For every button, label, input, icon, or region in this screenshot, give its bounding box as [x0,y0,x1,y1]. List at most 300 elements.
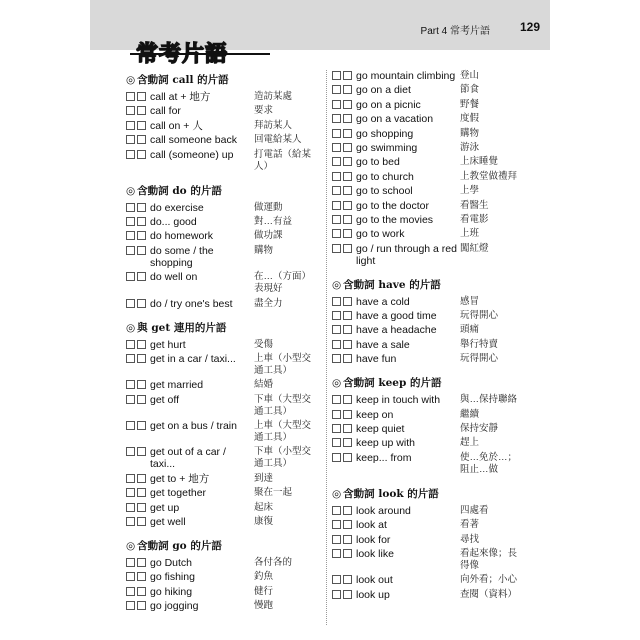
phrase-row [126,420,318,444]
checkbox[interactable] [343,215,352,224]
checkbox[interactable] [343,186,352,195]
checkbox[interactable] [137,246,146,255]
checkbox[interactable] [137,558,146,567]
checkbox-group [332,409,356,419]
phrase-chinese: 做功課 [254,230,283,242]
phrase-chinese: 要求 [254,105,274,117]
phrase-chinese: 造訪某處 [254,91,293,102]
checkbox-group [126,557,150,567]
checkbox[interactable] [332,453,341,462]
checkbox-group [126,446,150,456]
checkbox[interactable] [126,447,135,456]
checkbox[interactable] [137,150,146,159]
checkbox[interactable] [343,354,352,363]
checkbox-group [332,324,356,334]
phrase-section [126,320,318,529]
phrase-row [332,519,522,531]
phrase-chinese: 起床 [254,501,274,513]
checkbox[interactable] [137,572,146,581]
checkbox[interactable] [126,231,135,240]
target-icon: ◎ [332,377,342,390]
checkbox[interactable] [332,575,341,584]
section-title [332,486,522,501]
phrase-english: look out [356,574,393,587]
phrase-row [332,452,522,476]
phrase-chinese: 趕上 [460,437,480,449]
phrase-row [332,548,522,572]
phrase-row [126,91,318,103]
checkbox-group [126,379,150,389]
checkbox[interactable] [343,100,352,109]
checkbox[interactable] [126,572,135,581]
phrase-row [332,574,522,586]
checkbox[interactable] [137,299,146,308]
section-title-text: 含動詞 call 的片語 [137,74,229,86]
checkbox[interactable] [332,590,341,599]
checkbox[interactable] [343,325,352,334]
phrase-chinese: 四處看 [460,504,489,516]
page-number: 129 [519,20,540,34]
checkbox[interactable] [126,135,135,144]
target-icon: ◎ [126,74,136,86]
checkbox[interactable] [137,217,146,226]
phrase-row [332,128,522,140]
phrase-english: look around [356,504,411,517]
checkbox-group [126,298,150,308]
phrase-section [126,538,318,612]
checkbox-group [126,230,150,240]
right-column [332,70,522,611]
phrase-chinese: 慢跑 [254,600,274,612]
phrase-chinese: 下車（小型交通工具） [254,446,312,470]
checkbox[interactable] [343,143,352,152]
phrase-row [332,353,522,365]
checkbox[interactable] [126,503,135,512]
phrase-row [332,409,522,421]
phrase-chinese: 結婚 [254,379,274,391]
phrase-chinese: 節食 [460,84,480,96]
checkbox[interactable] [332,395,341,404]
checkbox[interactable] [332,506,341,515]
checkbox[interactable] [126,150,135,159]
checkbox[interactable] [332,438,341,447]
checkbox-group [332,128,356,138]
checkbox-group [332,185,356,195]
phrase-english: go jogging [150,600,199,613]
checkbox-group [332,296,356,306]
checkbox[interactable] [332,143,341,152]
phrase-row [126,379,318,391]
phrase-chinese: 釣魚 [254,571,274,583]
phrase-row [126,202,318,214]
phrase-row [332,423,522,435]
phrase-english: do... good [150,215,197,228]
checkbox[interactable] [332,354,341,363]
phrase-row [332,84,522,96]
phrase-row [126,516,318,528]
target-icon: ◎ [332,487,342,500]
checkbox[interactable] [332,157,341,166]
phrase-section [126,72,318,173]
checkbox[interactable] [343,424,352,433]
checkbox[interactable] [137,354,146,363]
phrase-chinese: 度假 [460,113,480,125]
phrase-chinese: 各付各的 [254,557,293,569]
phrase-chinese: 到達 [254,472,274,484]
checkbox-group [126,271,150,281]
phrase-row [332,310,522,322]
checkbox-group [126,245,150,255]
checkbox[interactable] [332,424,341,433]
phrase-english: go to school [356,185,413,198]
checkbox[interactable] [137,587,146,596]
checkbox[interactable] [126,340,135,349]
checkbox[interactable] [126,380,135,389]
phrase-chinese: 看著 [460,519,480,531]
phrase-chinese: 保持安靜 [460,423,499,435]
phrase-row [332,185,522,197]
section-title-text: 含動詞 look 的片語 [343,487,439,500]
checkbox[interactable] [332,201,341,210]
phrase-english: look for [356,533,391,546]
phrase-english: keep in touch with [356,394,441,407]
target-icon: ◎ [126,184,136,197]
phrase-row [332,70,522,82]
checkbox[interactable] [126,587,135,596]
checkbox-group [332,142,356,152]
checkbox[interactable] [126,92,135,101]
phrase-row [126,230,318,242]
phrase-english: look like [356,547,394,560]
phrase-row [126,339,318,351]
checkbox-group [332,171,356,181]
phrase-english: call someone back [150,134,237,147]
phrase-row [332,228,522,240]
checkbox[interactable] [332,215,341,224]
phrase-english: go fishing [150,571,195,584]
checkbox[interactable] [137,488,146,497]
checkbox[interactable] [137,231,146,240]
checkbox[interactable] [343,453,352,462]
checkbox[interactable] [343,71,352,80]
phrase-row [126,120,318,132]
checkbox[interactable] [343,311,352,320]
checkbox[interactable] [332,186,341,195]
phrase-row [332,324,522,336]
checkbox[interactable] [126,354,135,363]
phrase-english: do / try one's best [150,297,233,310]
phrase-english: get on a bus / train [150,420,237,433]
phrase-row [126,446,318,470]
section-title-text: 與 get 連用的片語 [137,321,227,334]
phrase-chinese: 上班 [460,228,480,240]
phrase-chinese: 闖紅燈 [460,242,489,254]
phrase-chinese: 查閱（資料） [460,588,518,600]
phrase-chinese: 頭痛 [460,324,480,336]
checkbox-group [126,473,150,483]
phrase-row [332,200,522,212]
checkbox[interactable] [126,272,135,281]
phrase-section [332,486,522,601]
checkbox[interactable] [137,601,146,610]
phrase-chinese: 康復 [254,516,274,528]
checkbox[interactable] [126,246,135,255]
checkbox[interactable] [137,106,146,115]
checkbox[interactable] [343,590,352,599]
phrase-english: have a good time [356,310,437,323]
checkbox[interactable] [137,503,146,512]
phrase-english: have a sale [356,338,410,351]
phrase-row [332,394,522,406]
checkbox[interactable] [343,157,352,166]
phrase-row [332,214,522,226]
checkbox-group [126,91,150,101]
checkbox[interactable] [126,106,135,115]
phrase-row [126,571,318,583]
checkbox-group [332,339,356,349]
phrase-english: get to + 地方 [150,472,210,485]
checkbox-group [126,339,150,349]
phrase-chinese: 拜訪某人 [254,119,293,131]
phrase-english: go / run through a red light [356,242,457,267]
phrase-row [332,113,522,125]
checkbox-group [332,228,356,238]
checkbox[interactable] [332,549,341,558]
phrase-chinese: 上教堂做禮拜 [460,170,518,182]
checkbox[interactable] [137,395,146,404]
checkbox[interactable] [332,410,341,419]
phrase-english: have a cold [356,295,410,308]
phrase-english: keep on [356,408,394,421]
phrase-chinese: 上車（小型交通工具） [254,352,312,376]
checkbox[interactable] [137,474,146,483]
phrase-english: call at + 地方 [150,91,211,103]
checkbox[interactable] [126,488,135,497]
banner-title: 常考片語 [136,41,229,67]
phrase-english: go to the movies [356,213,434,226]
phrase-row [332,171,522,183]
phrase-row [126,245,318,269]
checkbox-group [126,516,150,526]
phrase-row [332,142,522,154]
phrase-english: do exercise [150,201,204,214]
checkbox[interactable] [332,129,341,138]
phrase-english: get together [150,487,207,500]
checkbox[interactable] [137,421,146,430]
phrase-english: do well on [150,271,198,284]
phrase-english: go mountain climbing [356,70,456,82]
section-title [332,277,522,292]
checkbox[interactable] [343,395,352,404]
phrase-english: get out of a car / taxi... [150,446,226,471]
checkbox-group [332,70,356,80]
phrase-english: look at [356,519,387,532]
checkbox-group [126,487,150,497]
checkbox[interactable] [343,549,352,558]
checkbox-group [332,156,356,166]
phrase-english: keep quiet [356,423,405,436]
checkbox-group [126,120,150,130]
checkbox[interactable] [332,520,341,529]
column-divider [326,70,327,625]
phrase-chinese: 使…免於…；阻止…做 [460,451,518,475]
phrase-chinese: 野餐 [460,98,480,110]
checkbox[interactable] [343,520,352,529]
phrase-english: do some / the shopping [150,244,214,269]
checkbox-group [126,134,150,144]
checkbox[interactable] [137,135,146,144]
phrase-english: keep... from [356,451,412,464]
checkbox[interactable] [343,244,352,253]
checkbox-group [332,519,356,529]
section-title-text: 含動詞 do 的片語 [137,184,222,197]
checkbox[interactable] [332,100,341,109]
phrase-chinese: 盡全力 [254,297,283,309]
phrase-chinese: 下車（大型交通工具） [254,393,312,417]
phrase-english: get well [150,516,186,529]
phrase-english: go shopping [356,127,414,140]
phrase-english: look up [356,588,390,601]
checkbox-group [332,574,356,584]
checkbox[interactable] [343,535,352,544]
checkbox-group [126,105,150,115]
phrase-section [126,183,318,310]
checkbox-group [126,420,150,430]
phrase-row [126,473,318,485]
checkbox[interactable] [137,92,146,101]
checkbox[interactable] [343,201,352,210]
checkbox[interactable] [137,447,146,456]
book-page [90,0,550,640]
phrase-chinese: 受傷 [254,338,274,350]
phrase-row [126,557,318,569]
phrase-row [126,586,318,598]
phrase-row [126,298,318,310]
checkbox-group [126,353,150,363]
phrase-chinese: 回電給某人 [254,134,302,146]
checkbox[interactable] [332,340,341,349]
phrase-english: do homework [150,230,214,243]
checkbox[interactable] [332,244,341,253]
phrase-chinese: 玩得開心 [460,310,499,322]
checkbox[interactable] [343,575,352,584]
phrase-chinese: 做運動 [254,201,283,213]
phrase-chinese: 看電影 [460,213,489,225]
checkbox-group [332,452,356,462]
checkbox[interactable] [137,380,146,389]
checkbox[interactable] [343,410,352,419]
checkbox-group [332,394,356,404]
checkbox[interactable] [343,297,352,306]
checkbox[interactable] [343,438,352,447]
phrase-chinese: 聚在一起 [254,487,293,499]
checkbox[interactable] [343,129,352,138]
phrase-chinese: 登山 [460,70,480,81]
part-label: Part 4 常考片語 [420,26,490,37]
phrase-row [332,296,522,308]
checkbox-group [126,149,150,159]
phrase-english: go swimming [356,141,418,154]
target-icon: ◎ [126,321,136,334]
checkbox[interactable] [332,311,341,320]
checkbox[interactable] [343,172,352,181]
phrase-english: go to work [356,228,405,241]
checkbox[interactable] [332,172,341,181]
phrase-row [332,99,522,111]
checkbox[interactable] [343,229,352,238]
checkbox[interactable] [137,121,146,130]
phrase-english: get married [150,379,204,392]
checkbox[interactable] [137,272,146,281]
phrase-chinese: 上學 [460,185,480,197]
checkbox[interactable] [126,395,135,404]
checkbox[interactable] [126,121,135,130]
checkbox[interactable] [137,203,146,212]
checkbox[interactable] [332,325,341,334]
checkbox[interactable] [343,340,352,349]
checkbox[interactable] [126,217,135,226]
phrase-chinese: 看起來像；長得像 [460,547,518,571]
phrase-chinese: 繼續 [460,408,480,420]
checkbox-group [332,353,356,363]
checkbox[interactable] [126,558,135,567]
phrase-chinese: 感冒 [460,295,480,307]
checkbox[interactable] [332,85,341,94]
checkbox-group [126,586,150,596]
checkbox[interactable] [332,114,341,123]
checkbox[interactable] [332,297,341,306]
checkbox[interactable] [126,421,135,430]
checkbox-group [126,600,150,610]
phrase-chinese: 向外看；小心 [460,574,518,586]
phrase-english: go hiking [150,585,193,598]
phrase-english: get hurt [150,338,186,351]
checkbox[interactable] [126,203,135,212]
checkbox[interactable] [126,474,135,483]
phrase-english: get off [150,393,179,406]
section-title [126,183,318,198]
phrase-row [332,339,522,351]
phrase-english: get up [150,501,180,514]
section-title-text: 含動詞 have 的片語 [343,278,441,291]
checkbox[interactable] [126,517,135,526]
phrase-section [332,375,522,476]
checkbox[interactable] [343,85,352,94]
checkbox[interactable] [332,535,341,544]
phrase-english: go on a diet [356,84,411,97]
checkbox[interactable] [343,114,352,123]
section-banner [130,37,280,65]
phrase-chinese: 對…有益 [254,215,293,227]
checkbox-group [332,200,356,210]
checkbox[interactable] [332,71,341,80]
checkbox[interactable] [137,517,146,526]
checkbox[interactable] [126,299,135,308]
phrase-chinese: 舉行特賣 [460,338,499,350]
phrase-row [126,216,318,228]
section-title [126,538,318,553]
checkbox[interactable] [126,601,135,610]
phrase-english: go Dutch [150,557,193,570]
checkbox[interactable] [343,506,352,515]
phrase-row [332,505,522,517]
checkbox[interactable] [137,340,146,349]
phrase-chinese: 購物 [460,127,480,139]
checkbox[interactable] [332,229,341,238]
target-icon: ◎ [332,278,342,291]
phrase-english: call on + 人 [150,119,203,132]
checkbox-group [126,394,150,404]
